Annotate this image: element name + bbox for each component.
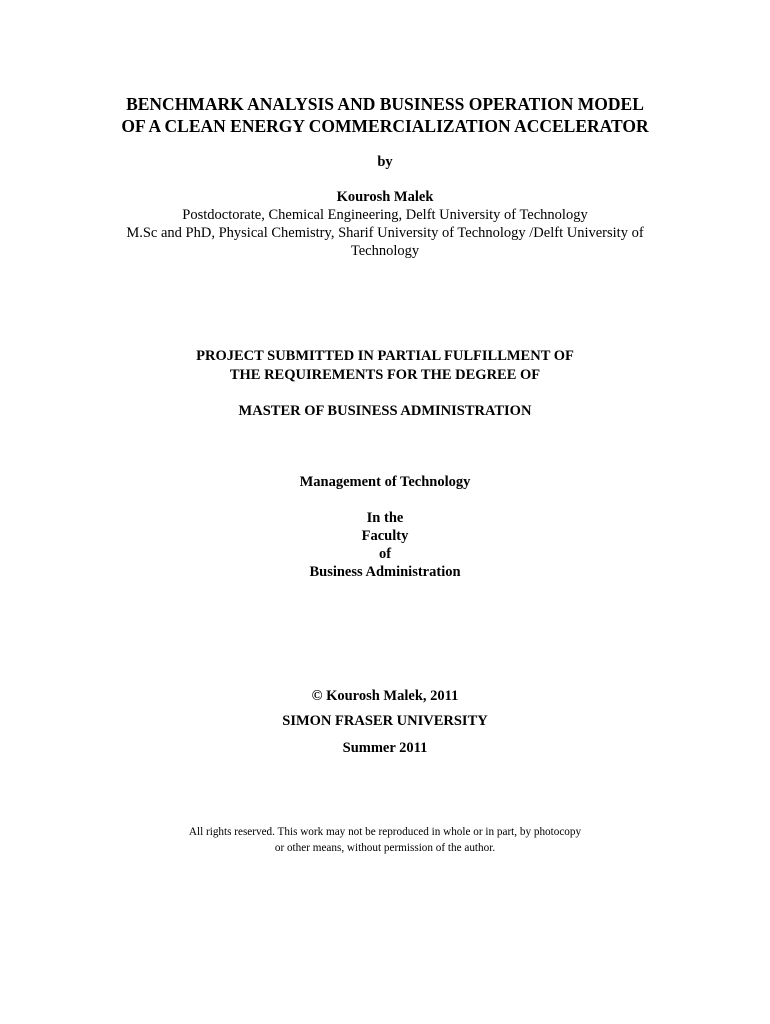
submission-line-2: THE REQUIREMENTS FOR THE DEGREE OF: [229, 367, 541, 383]
rights-line-1: All rights reserved. This work may not be reproduced in whole or in part, by photocopy: [188, 826, 582, 838]
rights-line-2: or other means, without permission of the author.: [274, 842, 496, 854]
copyright-notice: © Kourosh Malek, 2011: [311, 688, 459, 704]
university-name: SIMON FRASER UNIVERSITY: [282, 713, 488, 729]
credential-line-1: Postdoctorate, Chemical Engineering, Delft University of Technology: [182, 207, 588, 223]
faculty-line-2: Faculty: [361, 528, 409, 544]
degree-name: MASTER OF BUSINESS ADMINISTRATION: [238, 403, 532, 419]
submission-line-1: PROJECT SUBMITTED IN PARTIAL FULFILLMENT OF: [196, 348, 574, 364]
faculty-line-1: In the: [366, 510, 404, 526]
credential-line-3: Technology: [350, 243, 420, 259]
credential-line-2: M.Sc and PhD, Physical Chemistry, Sharif University of Technology /Delft University of: [126, 225, 644, 241]
faculty-line-3: of: [378, 546, 392, 562]
faculty-line-4: Business Administration: [309, 564, 461, 580]
program-name: Management of Technology: [299, 474, 471, 490]
term-date: Summer 2011: [342, 740, 428, 756]
thesis-title-line-2: OF A CLEAN ENERGY COMMERCIALIZATION ACCELERATOR: [121, 116, 649, 136]
by-label: by: [377, 154, 393, 170]
author-name: Kourosh Malek: [336, 189, 434, 205]
thesis-title-line-1: BENCHMARK ANALYSIS AND BUSINESS OPERATION MODEL: [126, 94, 644, 114]
